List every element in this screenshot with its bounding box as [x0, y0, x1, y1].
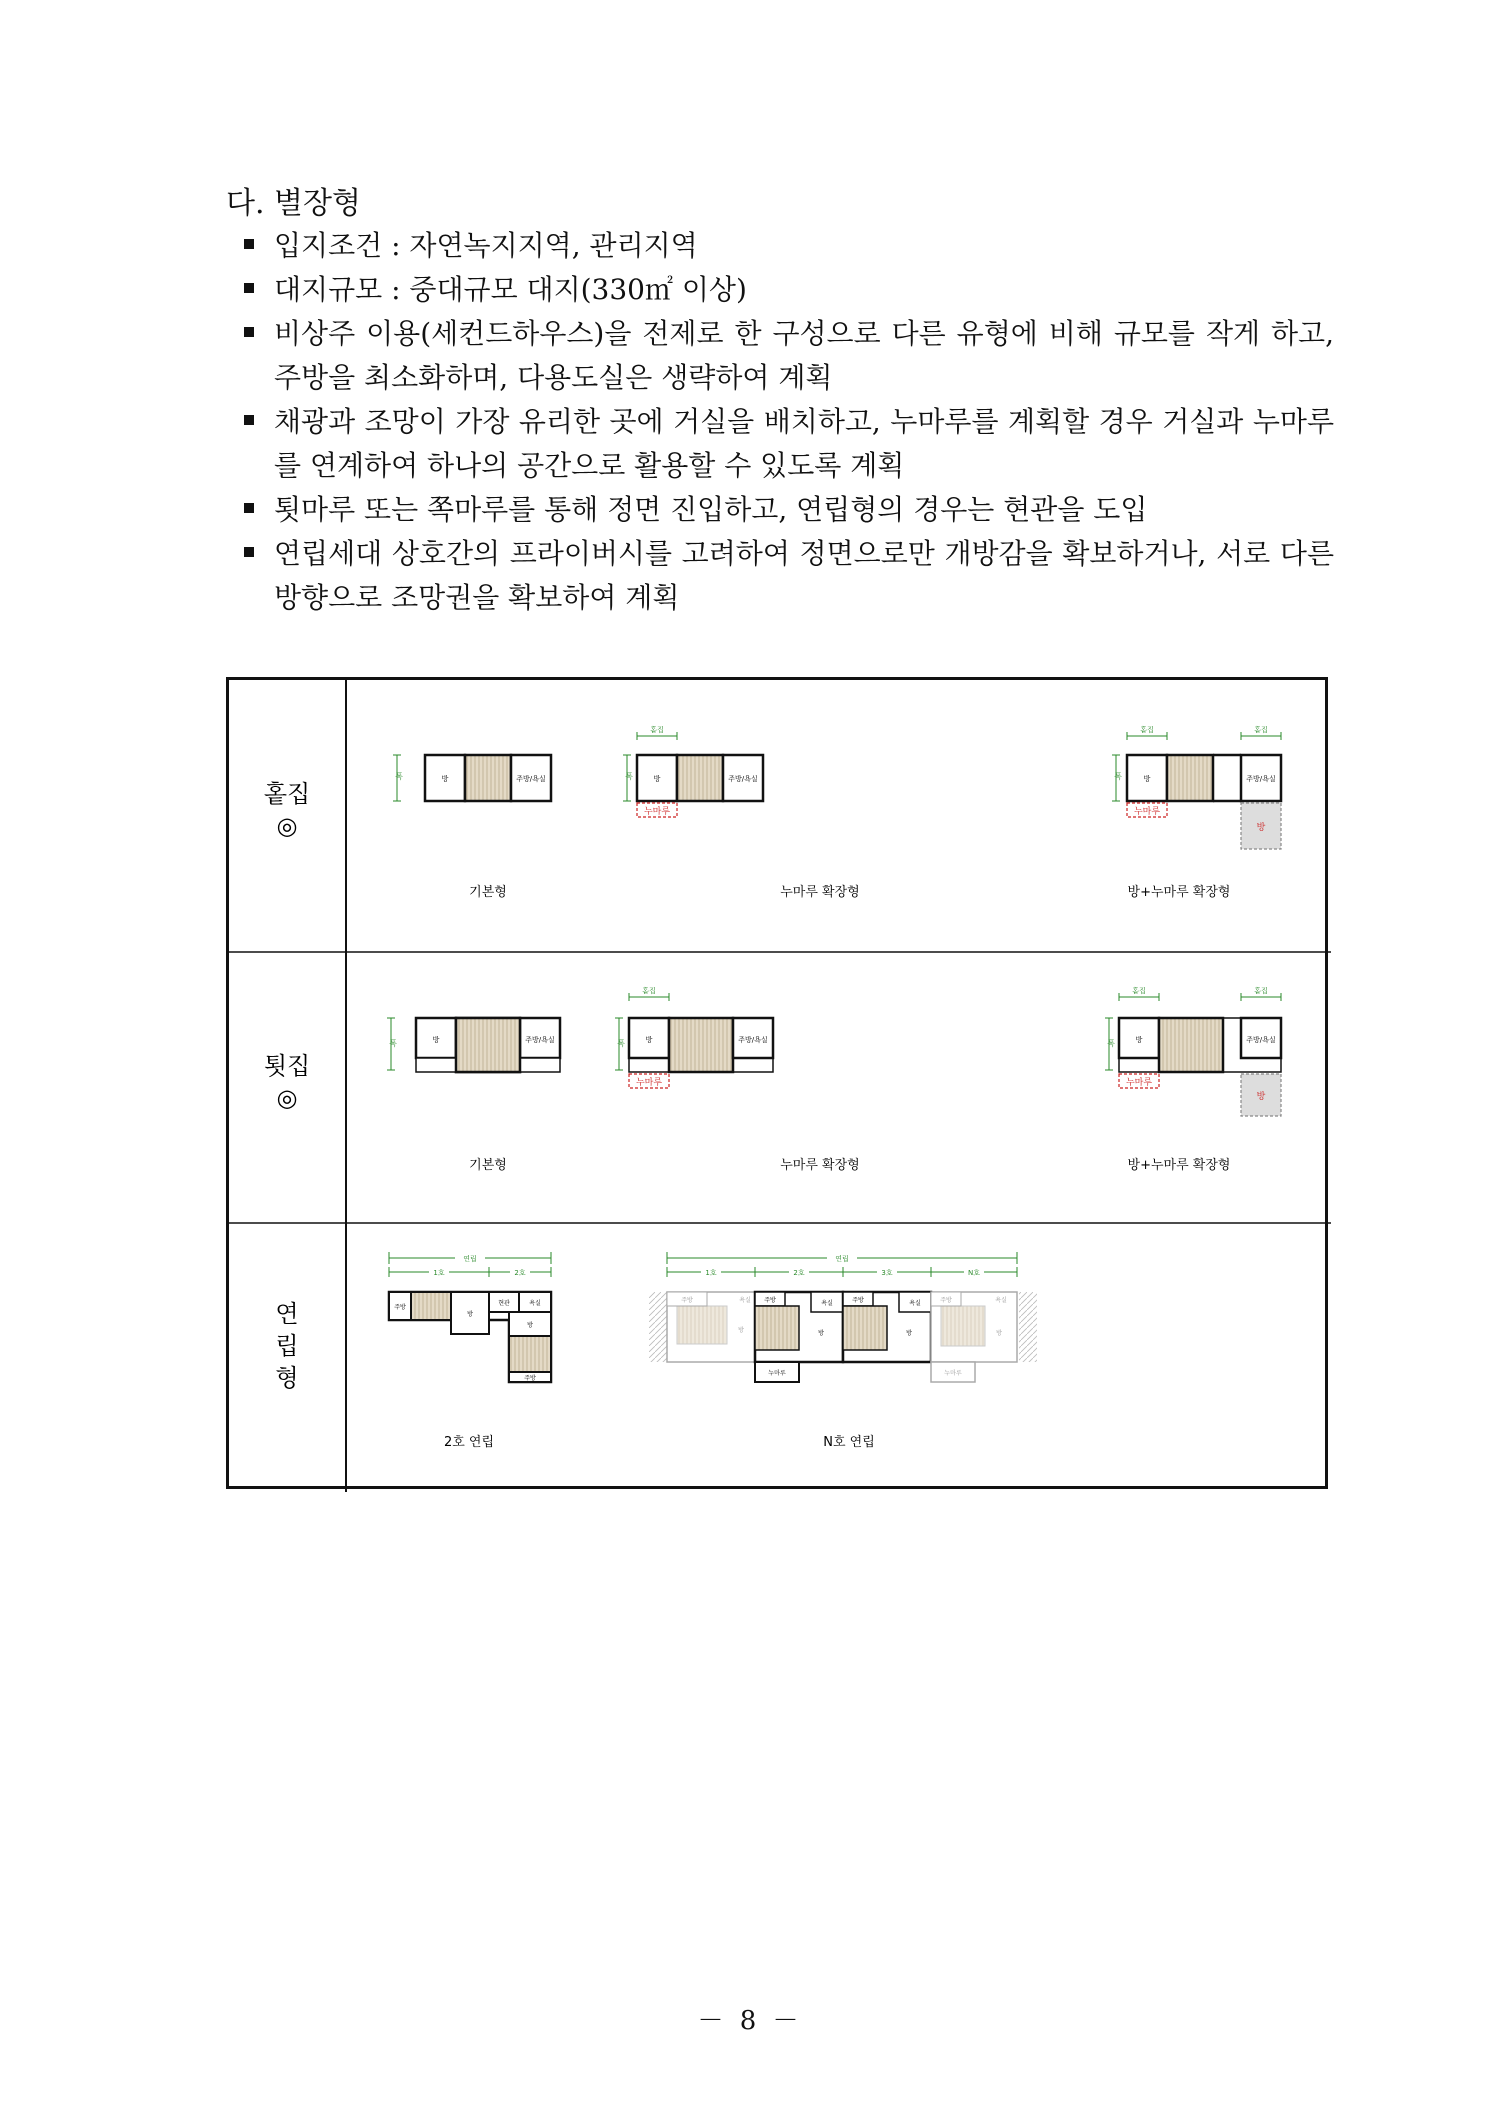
yeonrip-dim-label: 연립	[463, 1255, 477, 1263]
numaru-label: 누마루	[1125, 1078, 1153, 1088]
room-label: 방	[738, 1327, 744, 1334]
depth-label: 폭	[1114, 772, 1122, 781]
bullet-item: 비상주 이용(세컨드하우스)을 전제로 한 구성으로 다른 유형에 비해 규모를 작게 하고, 주방을 최소화하며, 다용도실은 생략하여 계획	[244, 312, 1334, 400]
plan-yeonrip-2unit	[389, 1252, 551, 1382]
square-bullet-icon	[244, 283, 254, 293]
room-label: 방	[653, 775, 661, 783]
numaru-label: 누마루	[1133, 807, 1161, 817]
bullet-item: 채광과 조망이 가장 유리한 곳에 거실을 배치하고, 누마루를 계획할 경우 거실과 누마루를 연계하여 하나의 공간으로 활용할 수 있도록 계획	[244, 400, 1334, 488]
square-bullet-icon	[244, 327, 254, 337]
unit1-label: 1호	[433, 1269, 445, 1277]
hotjip-dim-label: 홑집	[1132, 987, 1146, 995]
row-label-rip: 립	[275, 1332, 299, 1360]
room-label: 방	[1143, 775, 1151, 783]
bath-label: 욕실	[995, 1297, 1007, 1304]
row-label-hyeong: 형	[275, 1364, 299, 1392]
kitchen-bath-label: 주방/욕실	[738, 1036, 768, 1044]
unit1-label: 1호	[705, 1269, 717, 1277]
numaru-label: 누마루	[768, 1370, 786, 1377]
unitn-label: N호	[968, 1269, 980, 1277]
square-bullet-icon	[244, 547, 254, 557]
kitchen-label: 주방	[764, 1297, 776, 1304]
depth-label: 폭	[395, 772, 403, 781]
row-label-mark: ◎	[276, 812, 298, 840]
hotjip-dim-label: 홑집	[650, 726, 664, 734]
numaru-label: 누마루	[635, 1078, 663, 1088]
caption: 방+누마루 확장형	[1127, 885, 1231, 900]
caption: N호 연립	[823, 1435, 875, 1450]
plan-yeonrip-nunit	[649, 1252, 1037, 1382]
room-label: 방	[441, 775, 449, 783]
row-label-mark: ◎	[276, 1084, 298, 1112]
depth-label: 폭	[389, 1039, 397, 1048]
row-label-hotjip: 홑집	[263, 780, 311, 808]
floor-plan-svg	[229, 680, 1331, 1492]
kitchen-bath-label: 주방/욕실	[1246, 775, 1276, 783]
hotjip-dim-label: 홑집	[1254, 726, 1268, 734]
bullet-item: 툇마루 또는 쪽마루를 통해 정면 진입하고, 연립형의 경우는 현관을 도입	[244, 488, 1334, 532]
depth-label: 폭	[625, 772, 633, 781]
kitchen-label: 주방	[394, 1304, 406, 1311]
plan-twaetjip-room-numaru	[1105, 986, 1281, 1116]
square-bullet-icon	[244, 415, 254, 425]
caption: 기본형	[469, 885, 507, 900]
depth-label: 폭	[1107, 1039, 1115, 1048]
room-extension-label: 방	[1256, 823, 1266, 833]
depth-label: 폭	[617, 1039, 625, 1048]
plan-hotjip-basic	[393, 755, 551, 801]
bullet-list	[244, 224, 1334, 620]
kitchen-bath-label: 주방/욕실	[516, 775, 546, 783]
unit2-label: 2호	[514, 1269, 526, 1277]
bullet-item: 입지조건 : 자연녹지지역, 관리지역	[244, 224, 1334, 268]
floor-plan-figure	[226, 677, 1328, 1489]
kitchen-label: 주방	[681, 1297, 693, 1304]
kitchen-label: 주방	[940, 1297, 952, 1304]
bullet-item: 연립세대 상호간의 프라이버시를 고려하여 정면으로만 개방감을 확보하거나, 서로 다른 방향으로 조망권을 확보하여 계획	[244, 532, 1334, 620]
kitchen-bath-label: 주방/욕실	[1246, 1036, 1276, 1044]
bullet-item: 대지규모 : 중대규모 대지(330㎡ 이상)	[244, 268, 1334, 312]
room-label: 방	[527, 1322, 533, 1329]
page-number: － 8 －	[697, 2006, 803, 2036]
room-label: 방	[467, 1311, 473, 1318]
room-label: 방	[996, 1330, 1002, 1337]
plan-hotjip-numaru	[623, 725, 763, 817]
hotjip-dim-label: 홑집	[642, 987, 656, 995]
plan-twaetjip-basic	[387, 1018, 560, 1072]
kitchen-label: 주방	[524, 1375, 536, 1382]
kitchen-label: 주방	[852, 1297, 864, 1304]
row-label-yeon: 연	[275, 1300, 299, 1328]
numaru-label: 누마루	[643, 807, 671, 817]
section-title: 다. 별장형	[226, 186, 361, 221]
square-bullet-icon	[244, 503, 254, 513]
yeonrip-dim-label: 연립	[835, 1255, 849, 1263]
caption: 2호 연립	[443, 1435, 495, 1450]
unit3-label: 3호	[881, 1269, 893, 1277]
room-label: 방	[1135, 1036, 1143, 1044]
room-label: 방	[432, 1036, 440, 1044]
bath-label: 욕실	[821, 1300, 833, 1307]
square-bullet-icon	[244, 239, 254, 249]
room-extension-label: 방	[1256, 1092, 1266, 1102]
caption: 누마루 확장형	[780, 1158, 860, 1173]
hotjip-dim-label: 홑집	[1140, 726, 1154, 734]
room-label: 방	[645, 1036, 653, 1044]
bath-label: 욕실	[529, 1300, 541, 1307]
row-label-twaetjip: 툇집	[263, 1052, 311, 1080]
bath-label: 욕실	[739, 1297, 751, 1304]
room-label: 방	[906, 1330, 912, 1337]
caption: 누마루 확장형	[780, 885, 860, 900]
caption: 방+누마루 확장형	[1127, 1158, 1231, 1173]
hotjip-dim-label: 홑집	[1254, 987, 1268, 995]
plan-twaetjip-numaru	[615, 986, 773, 1088]
entry-label: 현관	[498, 1300, 510, 1307]
numaru-label: 누마루	[944, 1370, 962, 1377]
plan-hotjip-room-numaru	[1112, 725, 1281, 849]
unit2-label: 2호	[793, 1269, 805, 1277]
bath-label: 욕실	[909, 1300, 921, 1307]
room-label: 방	[818, 1330, 824, 1337]
kitchen-bath-label: 주방/욕실	[728, 775, 758, 783]
caption: 기본형	[469, 1158, 507, 1173]
kitchen-bath-label: 주방/욕실	[525, 1036, 555, 1044]
